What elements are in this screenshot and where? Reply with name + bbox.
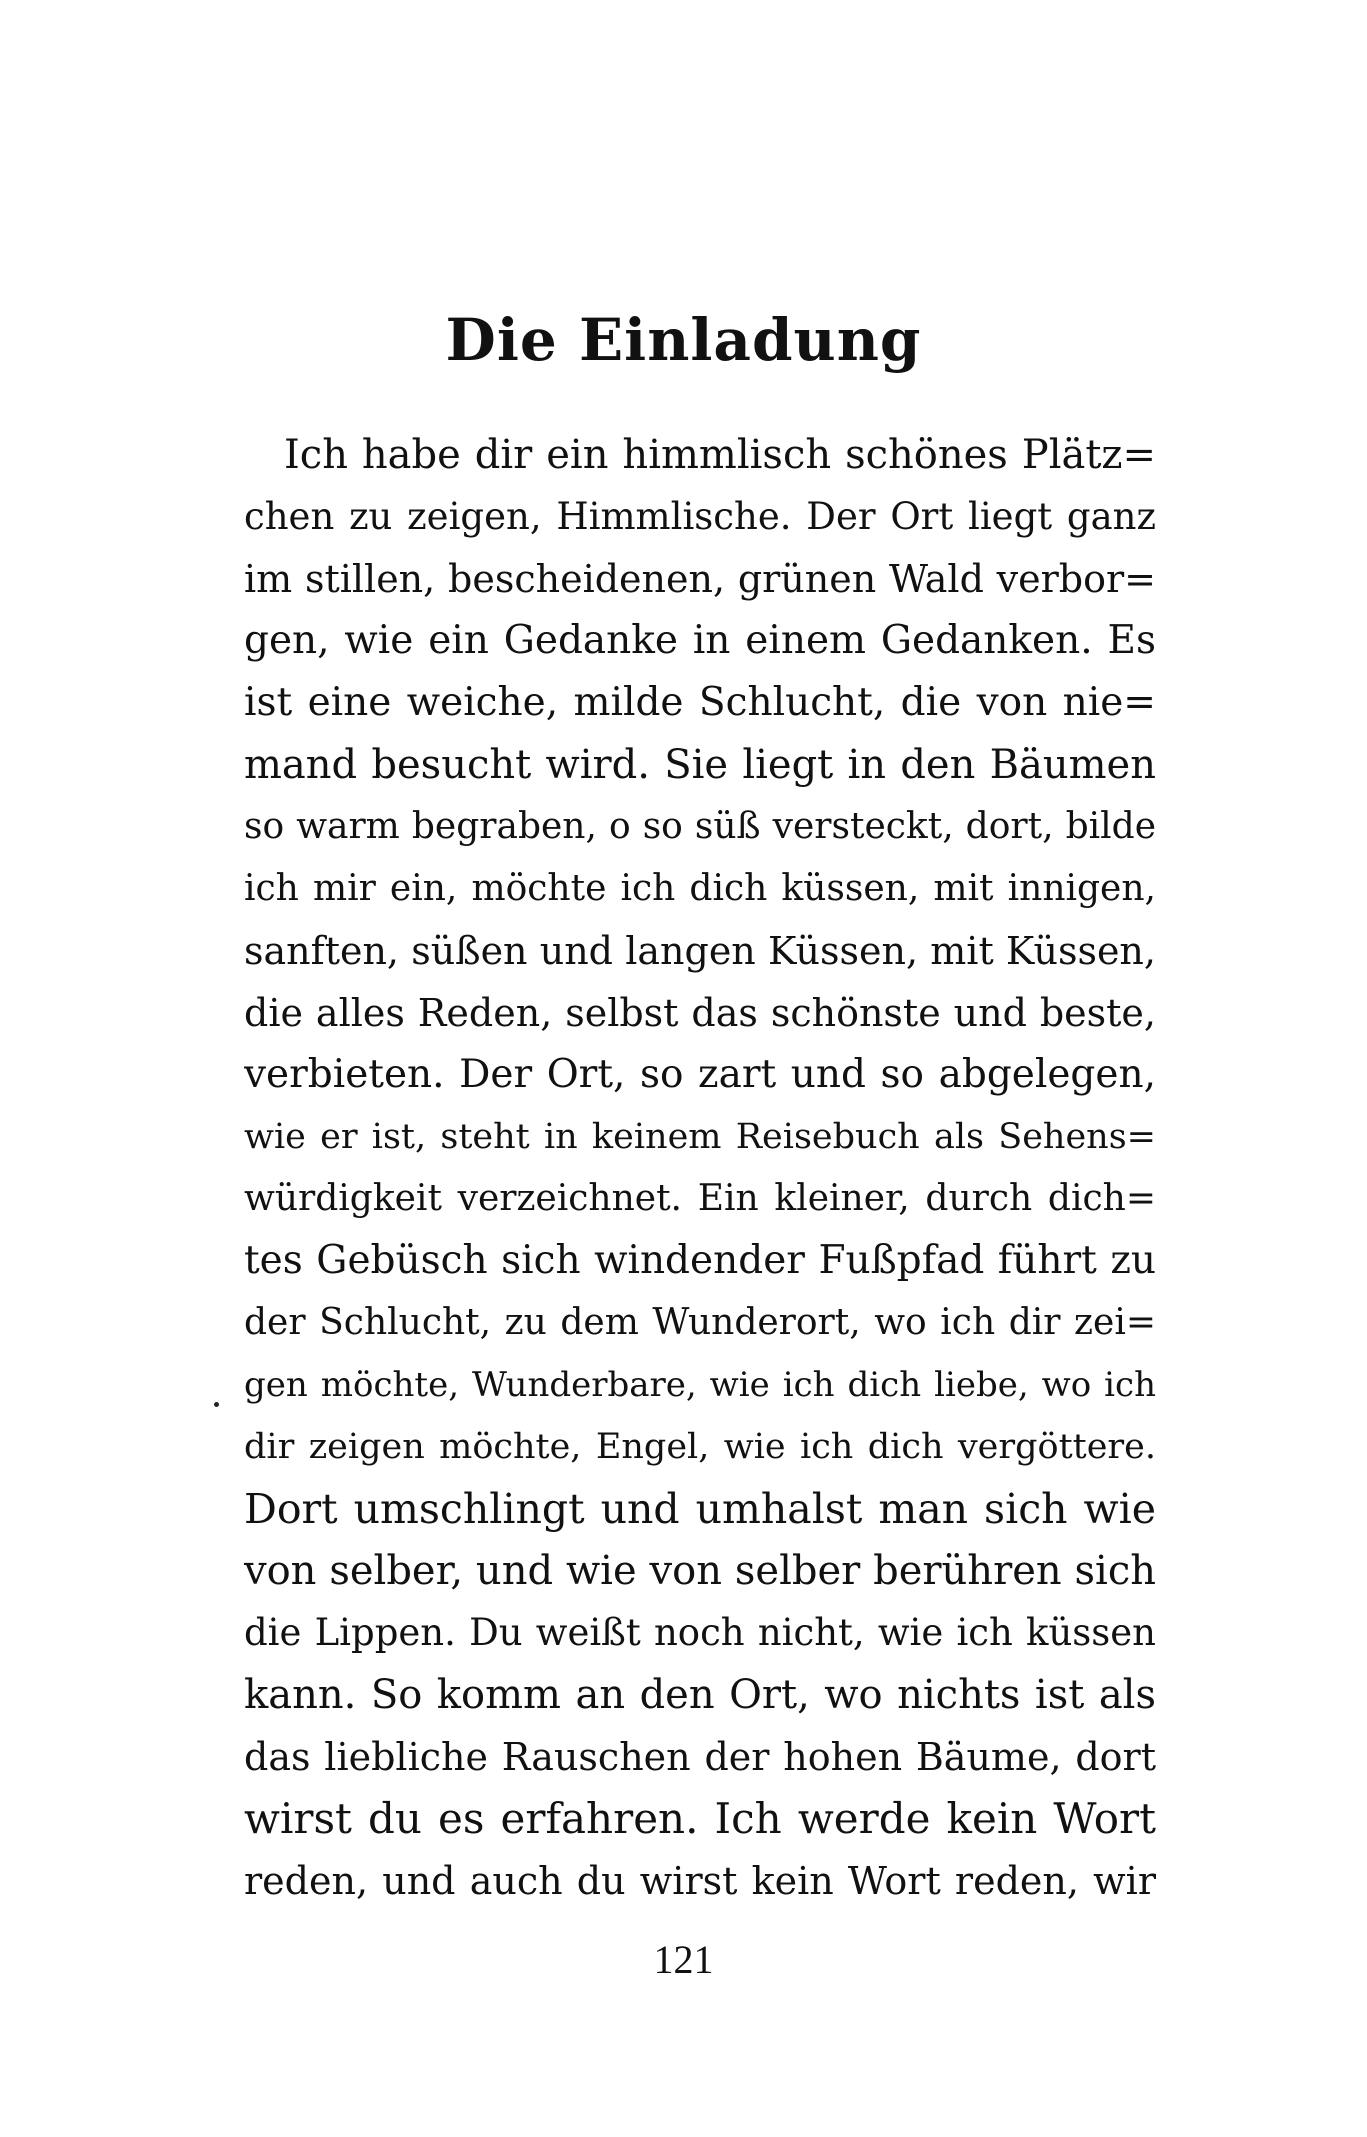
text-line: ich mir ein, möchte ich dich küssen, mit innigen, bbox=[244, 868, 1156, 909]
text-line: wie er ist, steht in keinem Reisebuch als Sehens= bbox=[244, 1117, 1156, 1157]
text-line: kann. So komm an den Ort, wo nichts ist als bbox=[244, 1672, 1156, 1718]
text-line: verbieten. Der Ort, so zart und so abgelegen, bbox=[244, 1052, 1156, 1097]
chapter-title: Die Einladung bbox=[445, 306, 922, 374]
text-line: würdigkeit verzeichnet. Ein kleiner, durch dich= bbox=[244, 1178, 1156, 1219]
body-text bbox=[244, 424, 1156, 1912]
margin-mark bbox=[214, 1402, 219, 1407]
text-line: sanften, süßen und langen Küssen, mit Küssen, bbox=[244, 929, 1156, 973]
text-line: Ich habe dir ein himmlisch schönes Plätz= bbox=[284, 432, 1156, 478]
text-line: gen möchte, Wunderbare, wie ich dich liebe, wo ich bbox=[244, 1365, 1156, 1405]
text-line: das liebliche Rauschen der hohen Bäume, dort bbox=[244, 1735, 1156, 1779]
text-line: wirst du es erfahren. Ich werde kein Wort bbox=[244, 1794, 1156, 1843]
text-line: mand besucht wird. Sie liegt in den Bäumen bbox=[244, 742, 1156, 788]
text-line: reden, und auch du wirst kein Wort reden, wir bbox=[244, 1859, 1156, 1903]
text-line: von selber, und wie von selber berühren sich bbox=[244, 1548, 1156, 1594]
text-line: ist eine weiche, milde Schlucht, die von nie= bbox=[244, 680, 1156, 725]
text-line: tes Gebüsch sich windender Fußpfad führt zu bbox=[244, 1238, 1156, 1283]
text-line: so warm begraben, o so süß versteckt, dort, bilde bbox=[244, 806, 1156, 847]
text-line: dir zeigen möchte, Engel, wie ich dich vergöttere. bbox=[244, 1427, 1156, 1467]
text-line: im stillen, bescheidenen, grünen Wald verbor= bbox=[244, 557, 1156, 601]
text-line: Dort umschlingt und umhalst man sich wie bbox=[244, 1485, 1156, 1533]
text-line: der Schlucht, zu dem Wunderort, wo ich dir zei= bbox=[244, 1302, 1156, 1343]
text-line: gen, wie ein Gedanke in einem Gedanken. Es bbox=[244, 618, 1156, 663]
text-line: chen zu zeigen, Himmlische. Der Ort liegt ganz bbox=[244, 495, 1156, 538]
text-line: die Lippen. Du weißt noch nicht, wie ich küssen bbox=[244, 1611, 1156, 1654]
page-number: 121 bbox=[653, 1937, 714, 1982]
text-line: die alles Reden, selbst das schönste und beste, bbox=[244, 991, 1156, 1035]
